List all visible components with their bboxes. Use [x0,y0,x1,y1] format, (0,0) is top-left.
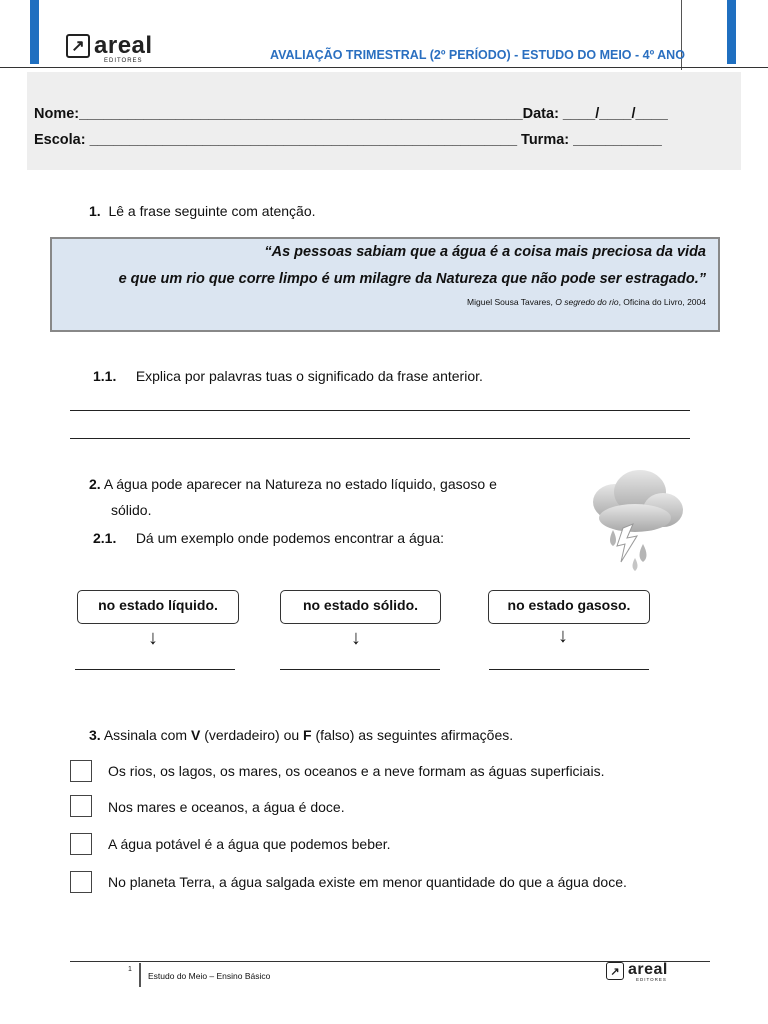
question-number: 1.1. [93,368,117,384]
true-letter: V [190,727,201,743]
logo-name: areal [94,32,153,59]
arrow-down-icon: ↓ [148,627,158,649]
answer-line[interactable] [70,438,690,439]
logo-name: areal [628,961,668,978]
statement-1: Os rios, os lagos, os mares, os oceanos e a neve formam as águas superficiais. [108,763,605,779]
answer-line[interactable] [70,410,690,411]
school-class-field[interactable]: Escola: _____________________________________________________ Turma: ___________ [34,132,662,148]
statement-4: No planeta Terra, a água salgada existe em menor quantidade do que a água doce. [108,874,627,890]
page-title: AVALIAÇÃO TRIMESTRAL (2º PERÍODO) - ESTUDO DO MEIO - 4º ANO [270,48,685,62]
name-date-field[interactable]: Nome:_______________________________________________________Data: ____/____/____ [34,106,668,122]
question-2-continuation: sólido. [111,502,152,518]
answer-line-liquid[interactable] [75,669,235,670]
statement-checkbox-1[interactable] [70,760,92,782]
state-solid-box: no estado sólido. [280,590,441,624]
quote-box [50,237,720,332]
answer-line-gaseous[interactable] [489,669,649,670]
statement-2: Nos mares e oceanos, a água é doce. [108,799,345,815]
header-accent-bar-right [727,0,736,64]
question-text: Lê a frase seguinte com atenção. [108,203,316,219]
rain-cloud-icon [585,466,689,578]
question-number: 1. [89,203,101,219]
logo-subtitle: EDITORES [104,58,143,64]
statement-3: A água potável é a água que podemos beber. [108,836,391,852]
arrow-down-icon: ↓ [558,625,568,647]
page-number: 1 [128,966,132,973]
question-1 [89,203,316,219]
answer-line-solid[interactable] [280,669,440,670]
statement-checkbox-2[interactable] [70,795,92,817]
question-text: Explica por palavras tuas o significado da frase anterior. [135,368,483,384]
quote-citation [467,297,706,307]
question-text-part: Assinala com [103,727,191,743]
question-text-part: (falso) as seguintes afirmações. [311,727,514,743]
quote-line-2: e que um rio que corre limpo é um milagre da Natureza que não pode ser estragado.” [118,271,706,287]
quote-line-1: “As pessoas sabiam que a água é a coisa mais preciosa da vida [264,244,706,260]
logo-icon: ↗ [606,962,624,980]
footer-divider [139,963,141,987]
cite-work: O segredo do rio [555,297,619,307]
question-2-1 [93,530,444,546]
publisher-logo [66,34,153,66]
question-number: 3. [89,727,101,743]
footer-text: Estudo do Meio – Ensino Básico [148,971,271,981]
header-accent-bar-left [30,0,39,64]
false-letter: F [303,727,312,743]
statement-checkbox-3[interactable] [70,833,92,855]
question-1-1 [93,368,483,384]
header-rule [0,67,768,68]
question-3 [89,727,513,743]
logo-icon: ↗ [66,34,90,58]
question-text: A água pode aparecer na Natureza no estado líquido, gasoso e [103,476,497,492]
logo-subtitle: EDITORES [636,977,667,982]
state-liquid-box: no estado líquido. [77,590,239,624]
arrow-down-icon: ↓ [351,627,361,649]
question-number: 2.1. [93,530,117,546]
question-2 [89,476,497,492]
statement-checkbox-4[interactable] [70,871,92,893]
question-number: 2. [89,476,101,492]
question-text-part: (verdadeiro) ou [200,727,304,743]
footer-logo [606,962,668,983]
state-gaseous-box: no estado gasoso. [488,590,650,624]
cite-publisher: , Oficina do Livro, 2004 [618,297,706,307]
question-text: Dá um exemplo onde podemos encontrar a água: [135,530,445,546]
cite-author: Miguel Sousa Tavares, [467,297,556,307]
